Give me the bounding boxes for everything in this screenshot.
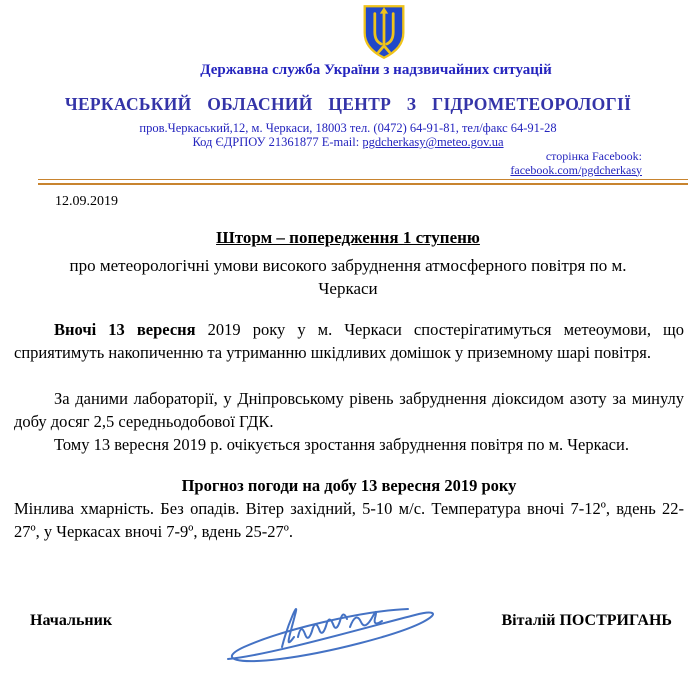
- letter-date: 12.09.2019: [55, 194, 118, 209]
- address-line: пров.Черкаський,12, м. Черкаси, 18003 тел. (0472) 64-91-81, тел/факс 64-91-28: [139, 121, 557, 135]
- letter-subtitle: про метеорологічні умови високого забруднення атмосферного повітря по м. Черкаси: [69, 256, 627, 298]
- signer-position: Начальник: [30, 612, 113, 629]
- agency-name: Державна служба України з надзвичайних ситуацій: [200, 62, 552, 78]
- trident-icon: [361, 3, 407, 61]
- letterhead-divider: [38, 179, 688, 185]
- ukraine-trident-emblem: [361, 3, 407, 61]
- facebook-label: сторінка Facebook:: [545, 149, 642, 163]
- organization-name: ЧЕРКАСЬКИЙ ОБЛАСНИЙ ЦЕНТР З ГІДРОМЕТЕОРОЛОГІЇ: [64, 94, 632, 114]
- handwritten-signature: [210, 589, 450, 674]
- edrpou-email-line: [0, 135, 696, 150]
- paragraph-1-rest: 2019 року у м. Черкаси спостерігатимуться метеоумови, що сприятимуть накопиченню та утриманню шкідливих домішок у приземному шарі повітря.: [14, 320, 684, 362]
- forecast-title: Прогноз погоди на добу 13 вересня 2019 року: [181, 476, 517, 495]
- facebook-link[interactable]: facebook.com/pgdcherkasy: [510, 162, 642, 177]
- paragraph-2: За даними лабораторії, у Дніпровському рівень забруднення діоксидом азоту за минулу добу досяг 2,5 середньодобової ГДК.: [14, 389, 684, 431]
- paragraph-1: [14, 318, 684, 364]
- email-link[interactable]: pgdcherkasy@meteo.gov.ua: [362, 135, 504, 149]
- forecast-text: Мінлива хмарність. Без опадів. Вітер західний, 5-10 м/с. Температура вночі 7-12º, вдень 22-27º, у Черкасах вночі 7-9º, вдень 25-27º.: [14, 499, 684, 541]
- paragraph-3: Тому 13 вересня 2019 р. очікується зростання забруднення повітря по м. Черкаси.: [54, 435, 629, 454]
- letter-body: [14, 318, 684, 543]
- paragraph-1-lead: Вночі 13 вересня: [54, 320, 196, 339]
- facebook-block: [510, 150, 642, 177]
- signer-name: Віталій ПОСТРИГАНЬ: [501, 612, 672, 629]
- letter-title: Шторм – попередження 1 ступеню: [216, 228, 480, 247]
- signature-icon: [210, 589, 450, 669]
- edrpou-label: Код ЄДРПОУ 21361877 E-mail:: [192, 135, 360, 149]
